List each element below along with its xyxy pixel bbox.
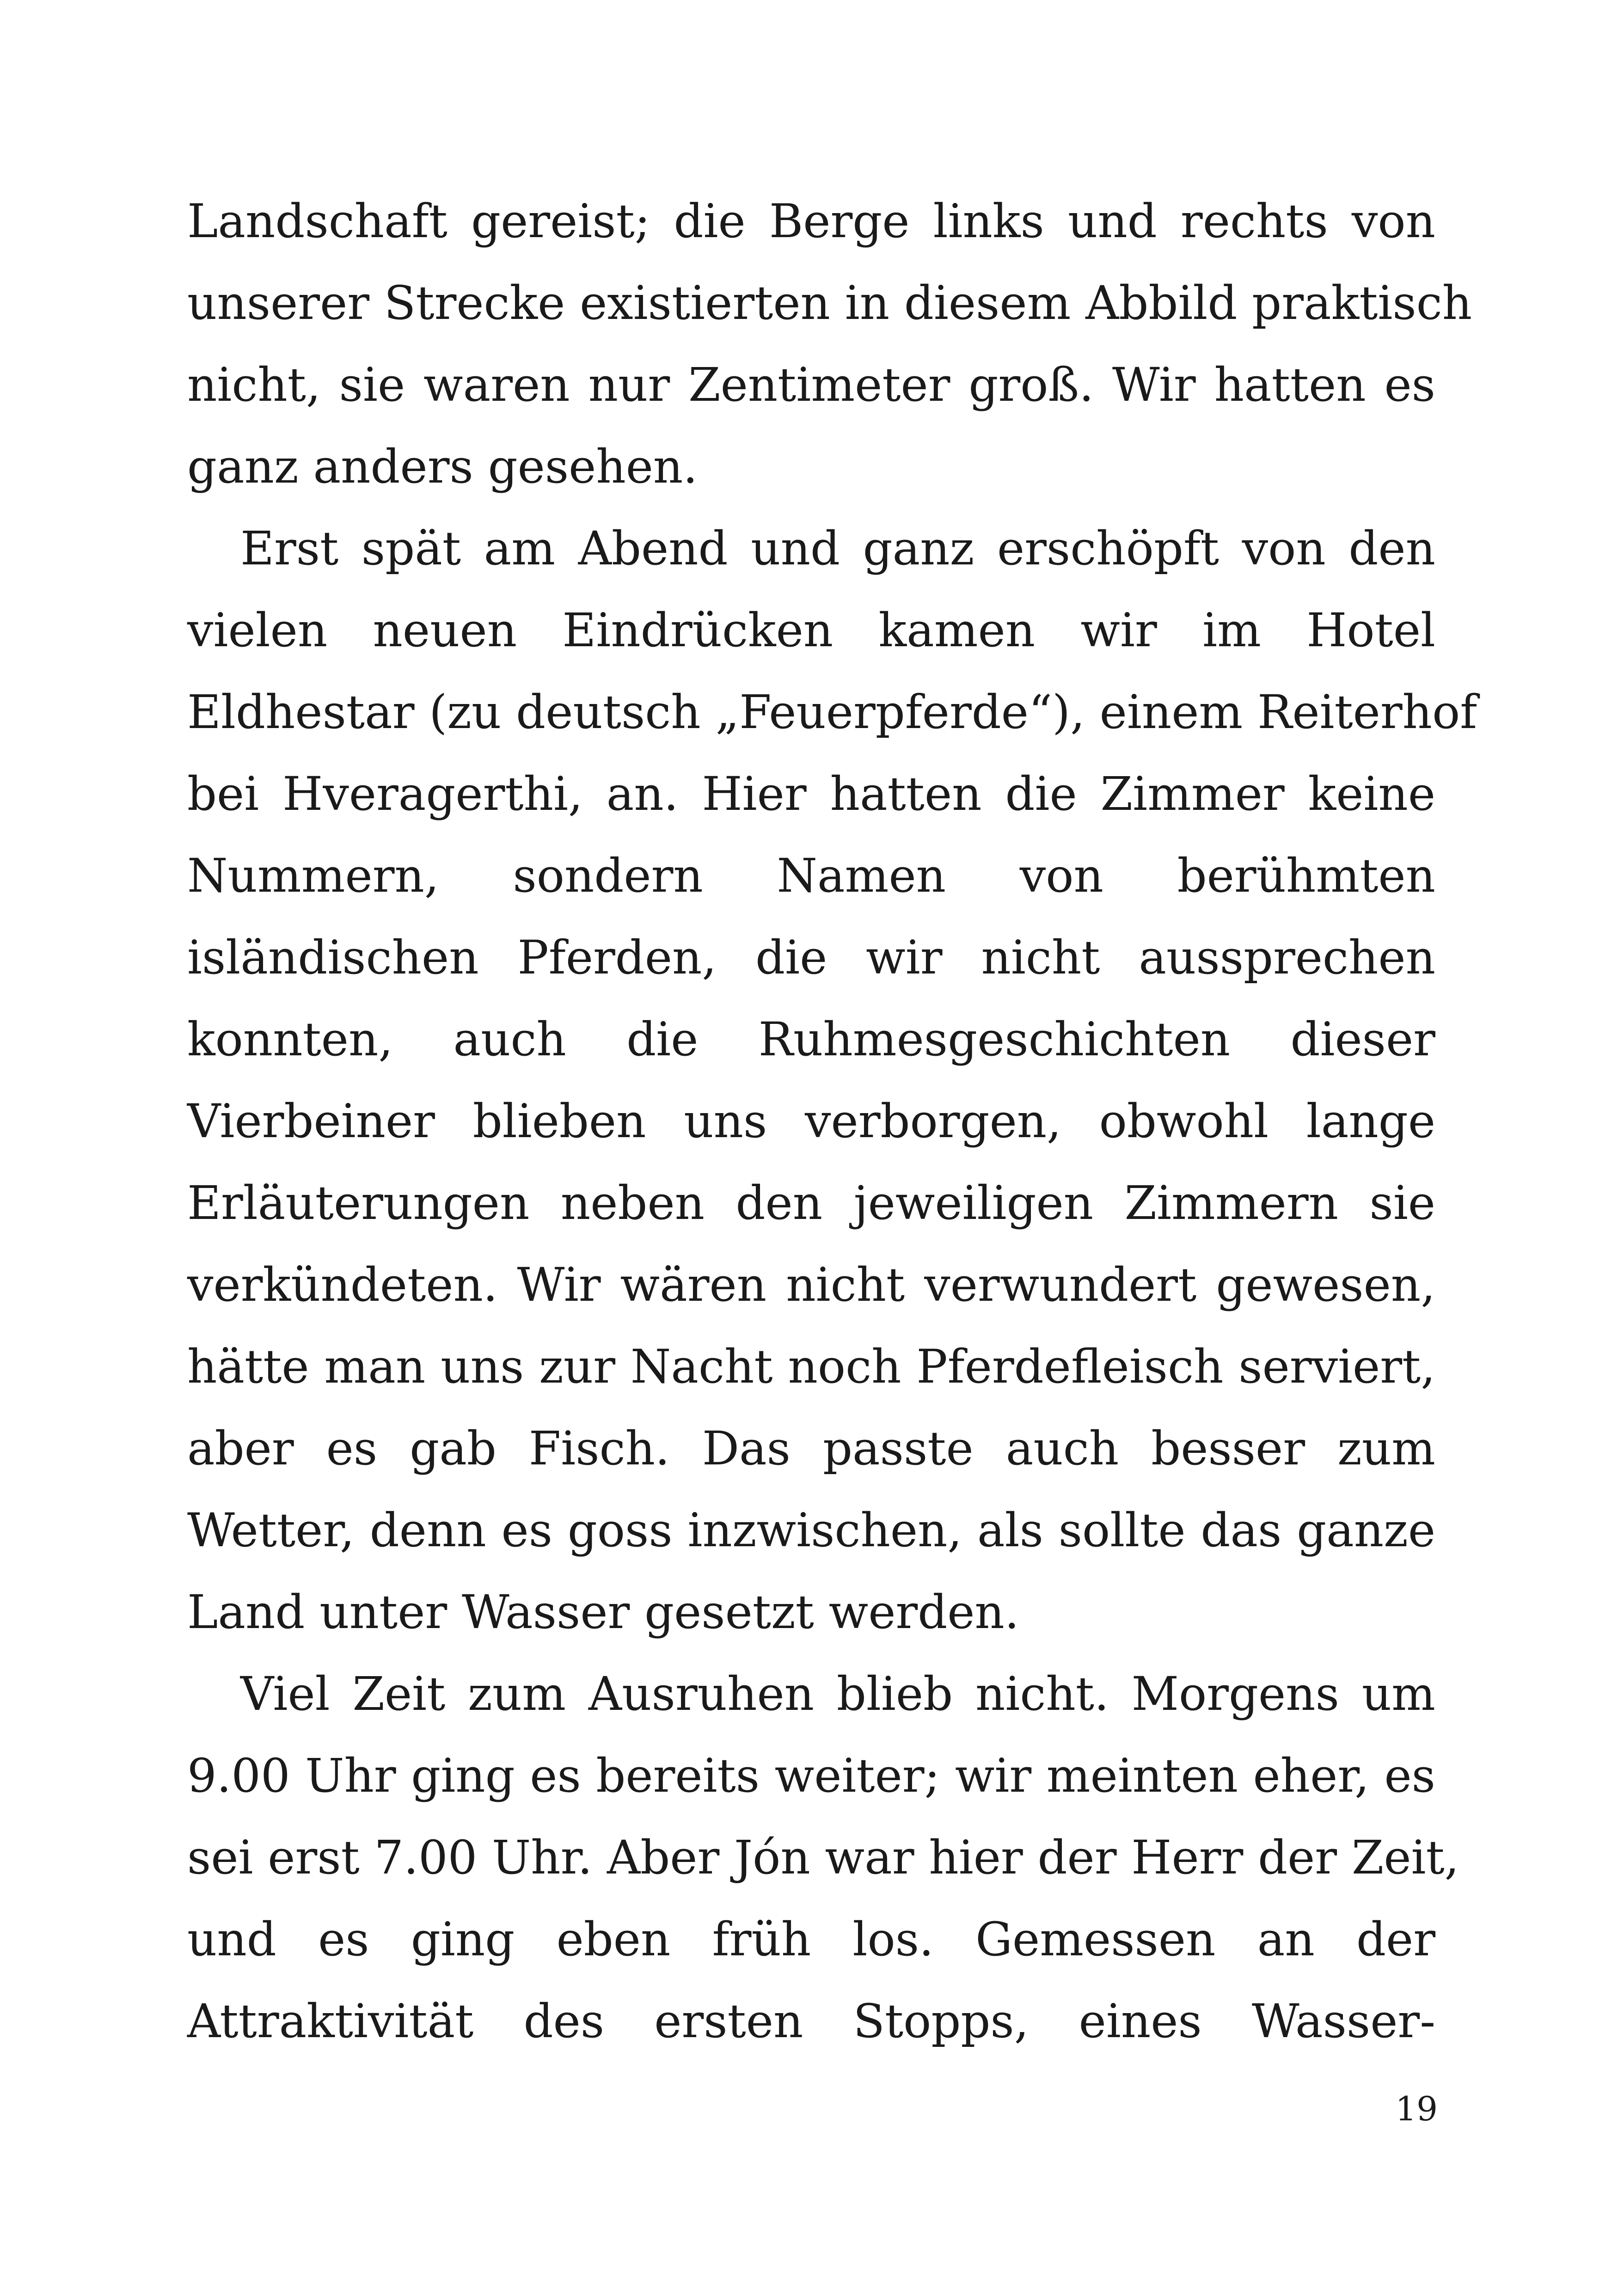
- text-line: unserer Strecke existierten in diesem Abbild praktisch: [187, 276, 1472, 330]
- body-text: [187, 180, 1477, 2062]
- text-line: isländischen Pferden, die wir nicht aussprechen: [187, 931, 1435, 985]
- text-line: hätte man uns zur Nacht noch Pferdefleisch serviert,: [187, 1340, 1435, 1394]
- text-line: Erst spät am Abend und ganz erschöpft von den: [240, 521, 1435, 576]
- text-line: und es ging eben früh los. Gemessen an der: [187, 1912, 1435, 1966]
- text-line: vielen neuen Eindrücken kamen wir im Hotel: [187, 603, 1435, 657]
- text-line: Land unter Wasser gesetzt werden.: [187, 1585, 1019, 1639]
- text-line: verkündeten. Wir wären nicht verwundert gewesen,: [187, 1258, 1435, 1312]
- text-line: konnten, auch die Ruhmesgeschichten dieser: [187, 1012, 1435, 1066]
- text-line: Wetter, denn es goss inzwischen, als sollte das ganze: [187, 1503, 1435, 1557]
- text-line: Erläuterungen neben den jeweiligen Zimmern sie: [187, 1176, 1435, 1230]
- text-line: Attraktivität des ersten Stopps, eines Wasser-: [187, 1994, 1435, 2048]
- text-line: Viel Zeit zum Ausruhen blieb nicht. Morgens um: [240, 1667, 1435, 1721]
- page-number: 19: [1395, 2089, 1438, 2128]
- text-line: sei erst 7.00 Uhr. Aber Jón war hier der Herr der Zeit,: [187, 1831, 1459, 1885]
- text-line: ganz anders gesehen.: [187, 440, 698, 494]
- text-line: Eldhestar (zu deutsch „Feuerpferde“), einem Reiterhof: [187, 685, 1477, 739]
- text-line: aber es gab Fisch. Das passte auch besser zum: [187, 1421, 1435, 1476]
- text-line: bei Hveragerthi, an. Hier hatten die Zimmer keine: [187, 767, 1435, 821]
- text-line: 9.00 Uhr ging es bereits weiter; wir meinten eher, es: [187, 1749, 1435, 1803]
- text-line: Vierbeiner blieben uns verborgen, obwohl lange: [187, 1094, 1435, 1148]
- text-line: nicht, sie waren nur Zentimeter groß. Wir hatten es: [187, 358, 1435, 412]
- text-line: Landschaft gereist; die Berge links und rechts von: [187, 194, 1435, 248]
- text-line: Nummern, sondern Namen von berühmten: [187, 849, 1435, 903]
